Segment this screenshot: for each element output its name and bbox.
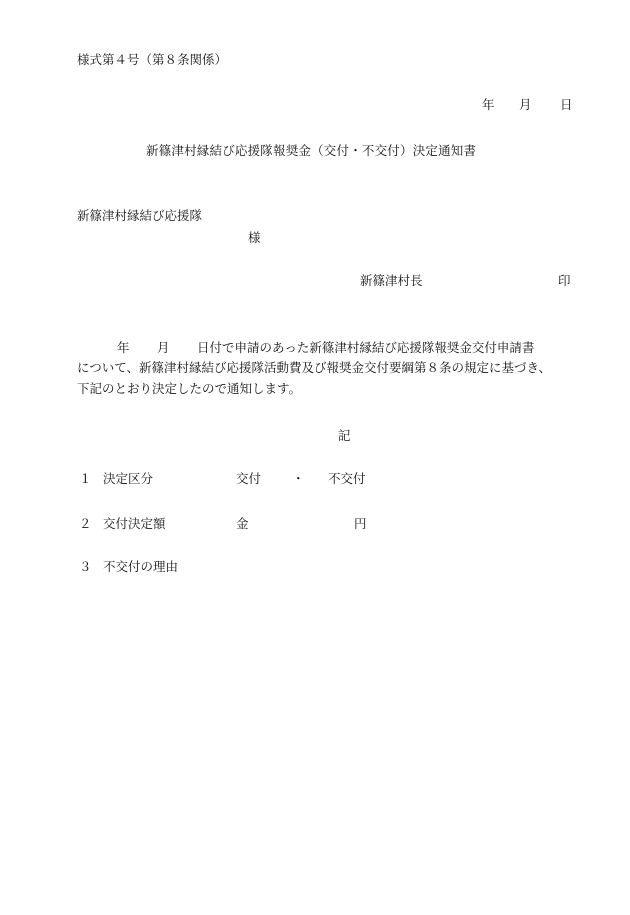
- date-year-label: 年: [482, 97, 495, 112]
- body-year-label: 年: [117, 340, 130, 355]
- item-number: ３: [79, 559, 92, 574]
- issuer-name: 新篠津村長: [360, 273, 423, 288]
- date-day-label: 日: [560, 97, 573, 112]
- body-line1-text: 日付で申請のあった新篠津村縁結び応援隊報奨金交付申請書: [197, 340, 535, 355]
- ki-heading: 記: [338, 428, 351, 443]
- amount-prefix: 金: [236, 516, 249, 531]
- option-grant: 交付: [236, 471, 262, 486]
- option-separator: ・: [292, 471, 305, 486]
- item-number: ２: [79, 516, 92, 531]
- form-number: 様式第４号（第８条関係）: [77, 52, 228, 67]
- item-label: 交付決定額: [103, 516, 166, 531]
- amount-unit: 円: [354, 516, 367, 531]
- date-month-label: 月: [519, 97, 532, 112]
- addressee-honorific: 様: [248, 230, 261, 245]
- addressee-organization: 新篠津村縁結び応援隊: [77, 208, 203, 223]
- item-label: 決定区分: [103, 471, 154, 486]
- document-title: 新篠津村縁結び応援隊報奨金（交付・不交付）決定通知書: [146, 143, 477, 158]
- item-number: １: [79, 471, 92, 486]
- seal-mark: 印: [558, 273, 571, 288]
- body-paragraph-line3: 下記のとおり決定したので通知します。: [77, 381, 302, 396]
- body-month-label: 月: [157, 340, 170, 355]
- option-no-grant: 不交付: [328, 471, 366, 486]
- item-label: 不交付の理由: [103, 559, 179, 574]
- body-paragraph-line2: について、新篠津村縁結び応援隊活動費及び報奨金交付要綱第８条の規定に基づき、: [77, 360, 552, 375]
